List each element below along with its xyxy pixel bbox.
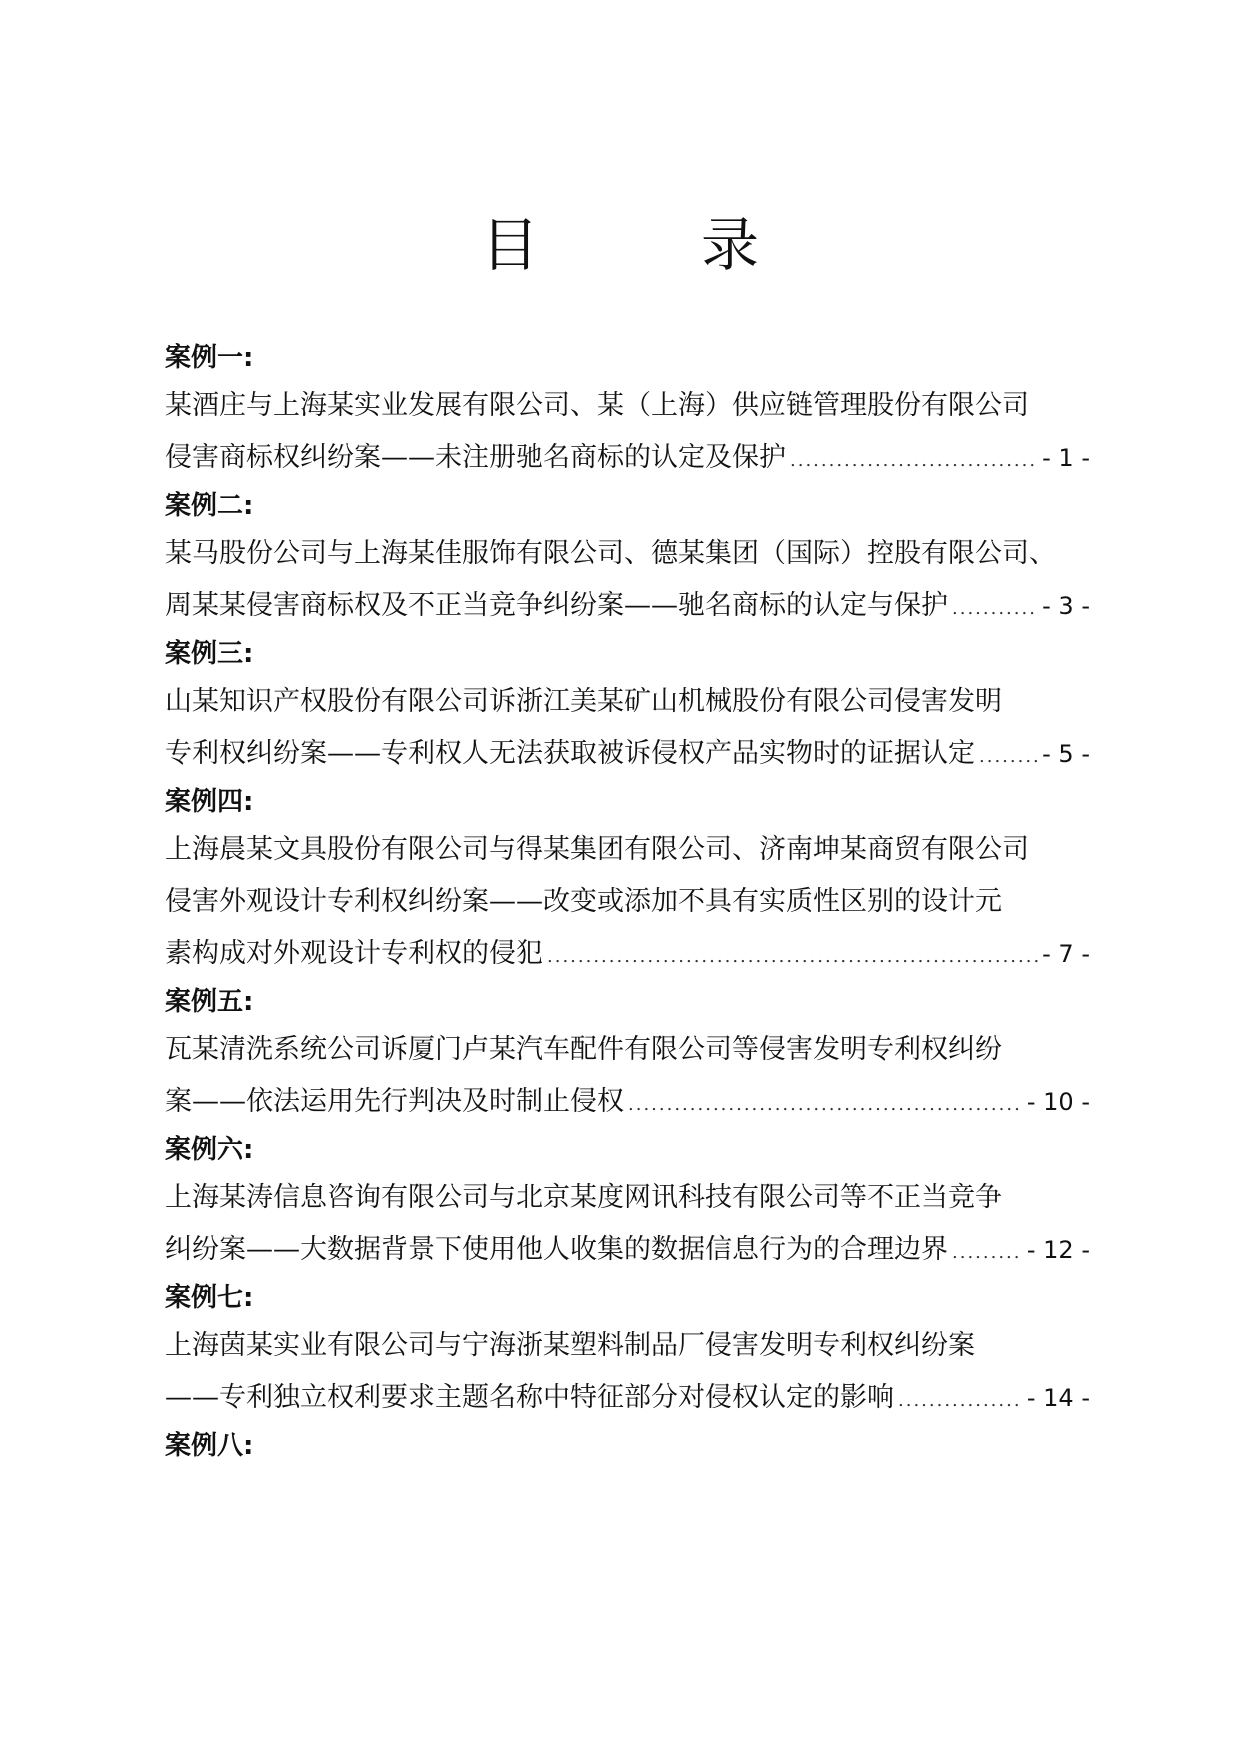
toc-case [165, 336, 1090, 484]
page-number: - 14 - [1026, 1384, 1090, 1412]
case-label: 案例一: [165, 343, 254, 373]
case-title-line: 某马股份公司与上海某佳服饰有限公司、德某集团（国际）控股有限公司、 [165, 538, 1056, 569]
dot-leader [952, 1227, 1023, 1279]
case-title-line: 侵害商标权纠纷案——未注册驰名商标的认定及保护 [165, 442, 786, 473]
case-title-line: 上海茵某实业有限公司与宁海浙某塑料制品厂侵害发明专利权纠纷案 [165, 1330, 975, 1361]
toc-case [165, 1128, 1090, 1276]
page-title: 目 录 [480, 211, 811, 279]
dot-leader [952, 583, 1038, 635]
case-label: 案例二: [165, 491, 254, 521]
case-label: 案例四: [165, 787, 254, 817]
case-title-line: 瓦某清洗系统公司诉厦门卢某汽车配件有限公司等侵害发明专利权纠纷 [165, 1034, 1002, 1065]
case-title-line: 上海晨某文具股份有限公司与得某集团有限公司、济南坤某商贸有限公司 [165, 834, 1029, 865]
toc-case [165, 1424, 1090, 1468]
page-number: - 5 - [1042, 740, 1090, 768]
case-label: 案例八: [165, 1431, 254, 1461]
toc-entry-link[interactable] [165, 1076, 1090, 1128]
dot-leader [790, 435, 1038, 487]
case-title-line: 专利权纠纷案——专利权人无法获取被诉侵权产品实物时的证据认定 [165, 738, 975, 769]
toc-case [165, 484, 1090, 632]
toc-entry-link[interactable] [165, 728, 1090, 780]
toc-entry-link[interactable] [165, 1224, 1090, 1276]
dot-leader [979, 731, 1038, 783]
dot-leader [628, 1079, 1023, 1131]
page-number: - 12 - [1026, 1236, 1090, 1264]
dot-leader [547, 931, 1038, 983]
dot-leader [898, 1375, 1023, 1427]
case-title-line: 案——依法运用先行判决及时制止侵权 [165, 1086, 624, 1117]
case-label: 案例七: [165, 1283, 254, 1313]
toc-entry-link[interactable] [165, 432, 1090, 484]
case-title-line: 素构成对外观设计专利权的侵犯 [165, 938, 543, 969]
toc-entry-link[interactable] [165, 1372, 1090, 1424]
toc-case [165, 632, 1090, 780]
toc-case [165, 980, 1090, 1128]
page-number: - 1 - [1042, 444, 1090, 472]
case-title-line: 周某某侵害商标权及不正当竞争纠纷案——驰名商标的认定与保护 [165, 590, 948, 621]
case-title-line: 某酒庄与上海某实业发展有限公司、某（上海）供应链管理股份有限公司 [165, 390, 1029, 421]
toc-entry-link[interactable] [165, 580, 1090, 632]
case-title-line: 山某知识产权股份有限公司诉浙江美某矿山机械股份有限公司侵害发明 [165, 686, 1002, 717]
page-number: - 3 - [1042, 592, 1090, 620]
case-label: 案例五: [165, 987, 254, 1017]
case-label: 案例三: [165, 639, 254, 669]
page-number: - 10 - [1026, 1088, 1090, 1116]
case-label: 案例六: [165, 1135, 254, 1165]
case-title-line: 侵害外观设计专利权纠纷案——改变或添加不具有实质性区别的设计元 [165, 886, 1002, 917]
case-title-line: 上海某涛信息咨询有限公司与北京某度网讯科技有限公司等不正当竞争 [165, 1182, 1002, 1213]
toc-entry-link[interactable] [165, 928, 1090, 980]
case-title-line: 纠纷案——大数据背景下使用他人收集的数据信息行为的合理边界 [165, 1234, 948, 1265]
page-number: - 7 - [1042, 940, 1090, 968]
case-title-line: ——专利独立权利要求主题名称中特征部分对侵权认定的影响 [165, 1382, 894, 1413]
toc-case [165, 1276, 1090, 1424]
toc-case [165, 780, 1090, 980]
table-of-contents [165, 336, 1090, 1468]
